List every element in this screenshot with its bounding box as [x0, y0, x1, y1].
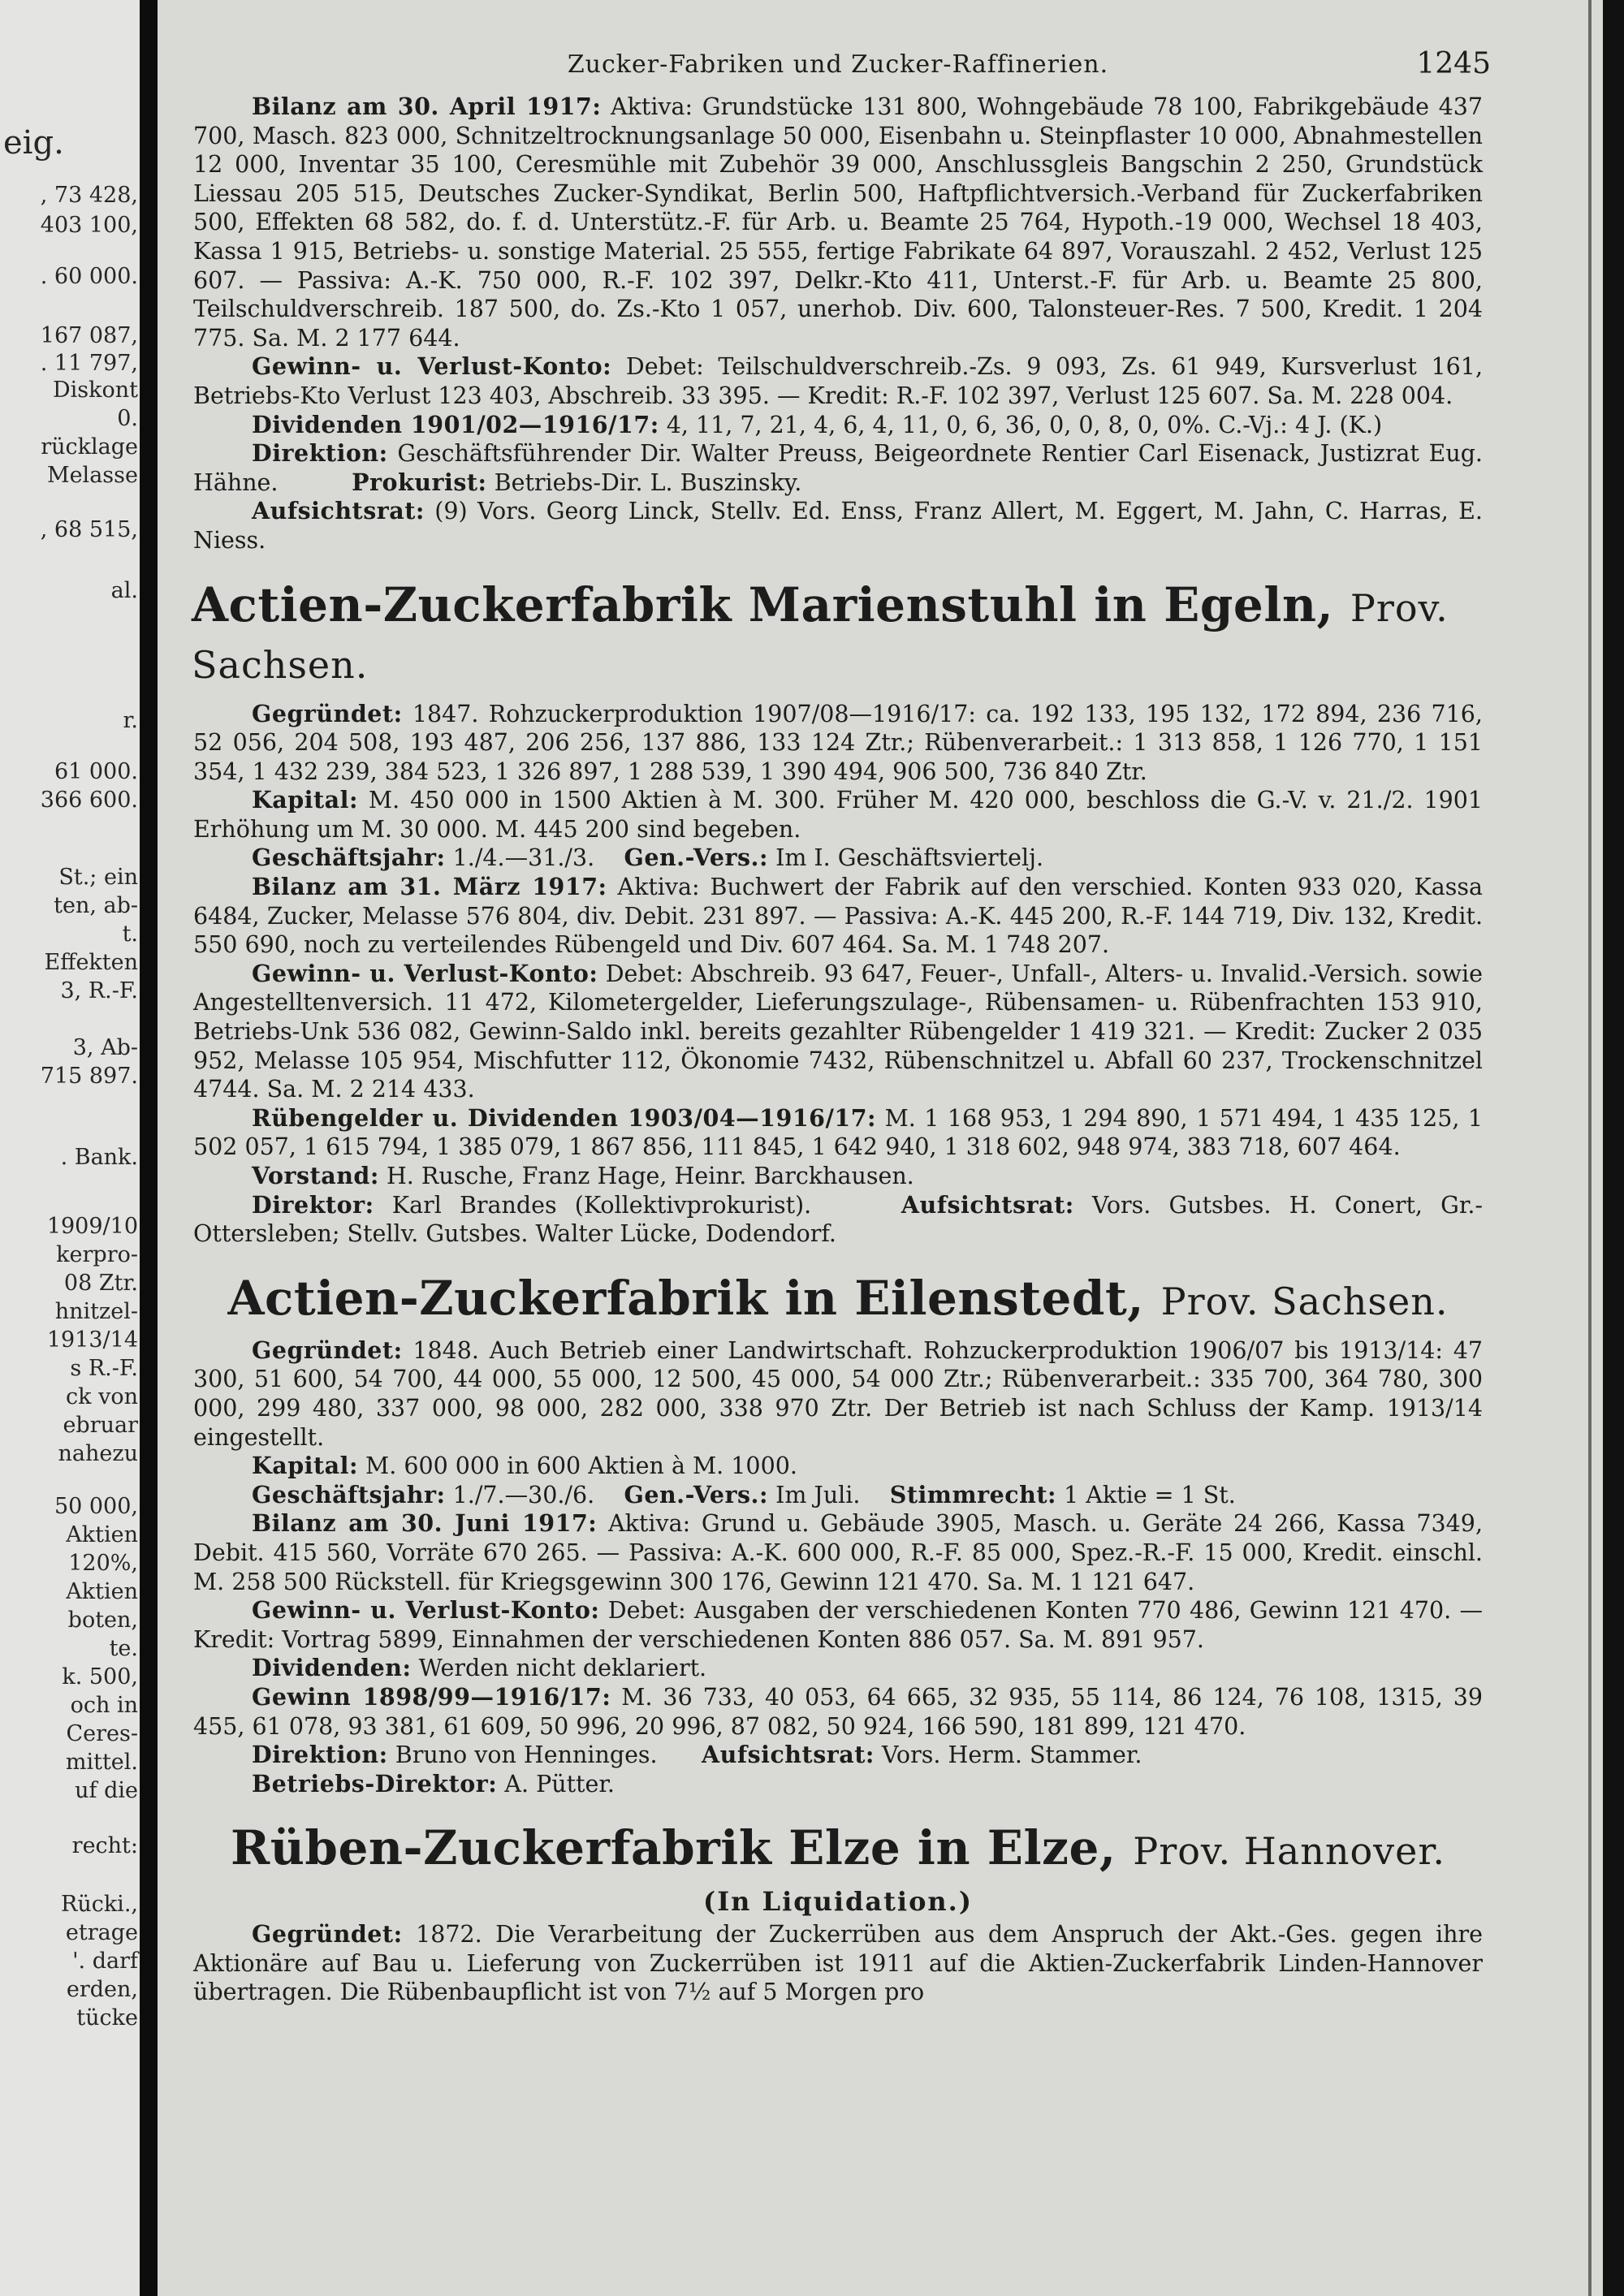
prev-guv [193, 352, 1483, 410]
adjacent-page-text: 715 897. [40, 1064, 138, 1089]
label: Gen.-Vers.: [624, 1480, 768, 1508]
text: Vors. Herm. Stammer. [881, 1741, 1142, 1769]
text: Geschäftsführender Dir. Walter Preuss, Beigeordnete Rentier Carl Eisenack, Justizrat Eug. Hähne. [193, 440, 1483, 496]
text: Aktiva: Grundstücke 131 800, Wohngebäude 78 100, Fabrikgebäude 437 700, Masch. 823 000, Schnitzeltrocknungsanlage 50 000, Eisenbahn u. Steinpflaster 10 000, Abnahmestellen 12 000, Inventar 35 100, Ceresmühle mit Zubehör 39 000, Anschlussgleis Bangschin 2 250, Grundstück Liessau 205 515, Deutsches Zucker-Syndikat, Berlin 500, Haftpflichtversich.-Verband für Zuckerfabriken 500, Effekten 68 582, do. f. d. Unterstütz.-F. für Arb. u. Beamte 25 764, Hypoth.-19 000, Wechsel 18 403, Kassa 1 915, Betriebs- u. sonstige Material. 25 555, fertige Fabrikate 64 897, Vorauszahl. 2 452, Verlust 125 607. — Passiva: A.-K. 750 000, R.-F. 102 397, Delkr.-Kto 411, Unterst.-F. für Arb. u. Beamte 25 800, Teilschuldverschreib. 187 500, do. Zs.-Kto 1 057, unerhob. Div. 600, Talonsteuer-Res. 7 500, Kredit. 1 204 775. Sa. M. 2 177 644. [193, 93, 1484, 352]
egeln-gegruendet [193, 700, 1483, 787]
eilenstedt-betriebsdirektor [193, 1770, 1483, 1799]
company-name: Actien-Zuckerfabrik Marienstuhl in Egeln, [192, 576, 1334, 632]
company-name: Rüben-Zuckerfabrik Elze in Elze, [231, 1820, 1116, 1876]
company-heading-elze [193, 1821, 1483, 1878]
adjacent-page-text: ebruar [63, 1413, 138, 1438]
eilenstedt-dividenden [193, 1654, 1483, 1683]
egeln-geschaeftsjahr [193, 844, 1483, 873]
adjacent-page-text: 3, Ab- [72, 1035, 138, 1060]
text: 1848. Auch Betrieb einer Landwirtschaft. Rohzuckerproduktion 1906/07 bis 1913/14: 47 300, 51 600, 54 700, 44 000, 55 000, 12 500, 45 000, 54 000 Ztr.; Rübenverarbeit.: 335 700, 364 780, 300 000, 299 480, 337 000, 98 000, 282 000, 338 970 Ztr. Der Betrieb ist nach Schluss der Kamp. 1913/14 eingestellt. [193, 1336, 1483, 1451]
eilenstedt-geschaeftsjahr [193, 1481, 1483, 1510]
egeln-bilanz [193, 873, 1483, 960]
text: Werden nicht deklariert. [418, 1655, 707, 1682]
company-province: Prov. Sachsen. [192, 585, 1449, 687]
eilenstedt-direktion [193, 1741, 1483, 1770]
text: H. Rusche, Franz Hage, Heinr. Barckhausen. [386, 1163, 914, 1189]
adjacent-page-text: 1909/10 [46, 1214, 138, 1239]
elze-gegruendet [193, 1920, 1483, 2007]
adjacent-page-text: Melasse [46, 463, 138, 488]
adjacent-page-text: ten, ab- [54, 893, 138, 918]
adjacent-page-text: Effekten [44, 950, 138, 975]
adjacent-page-text: . Bank. [60, 1145, 138, 1170]
eilenstedt-gegruendet [193, 1336, 1483, 1452]
text: Aktiva: Grund u. Gebäude 3905, Masch. u. Geräte 24 266, Kassa 7349, Debit. 415 560, Vorräte 670 265. — Passiva: A.-K. 600 000, R.-F. 85 000, Spez.-R.-F. 15 000, Kredit. einschl. M. 258 500 Rückstell. für Kriegsgewinn 300 176, Gewinn 121 470. Sa. M. 1 121 647. [193, 1510, 1483, 1595]
company-heading-egeln [192, 578, 1483, 692]
adjacent-page-text: erden, [66, 1977, 138, 2002]
label: Direktor: [252, 1190, 374, 1219]
adjacent-page-text: och in [70, 1693, 138, 1718]
text: Karl Brandes (Kollektivprokurist). [391, 1191, 812, 1219]
adjacent-page-text: rücklage [41, 434, 138, 460]
adjacent-page-text: 403 100, [40, 213, 138, 238]
adjacent-page-text: 08 Ztr. [63, 1271, 138, 1296]
label: Aufsichtsrat: [701, 1741, 875, 1769]
text: M. 36 733, 40 053, 64 665, 32 935, 55 114, 86 124, 76 108, 1315, 39 455, 61 078, 93 381, 61 609, 50 996, 20 996, 87 082, 50 924, 166 590, 181 899, 121 470. [193, 1683, 1484, 1740]
adjacent-page-text: recht: [71, 1833, 138, 1858]
adjacent-page-text: hnitzel- [54, 1299, 138, 1324]
page-edge [1603, 0, 1624, 2296]
prev-aufsichtsrat [193, 497, 1483, 555]
label: Gewinn- u. Verlust-Konto: [252, 352, 612, 381]
adjacent-page-text: s R.-F. [70, 1356, 138, 1381]
label: Aufsichtsrat: [901, 1190, 1074, 1219]
egeln-vorstand [193, 1162, 1483, 1191]
adjacent-page-text: k. 500, [62, 1664, 138, 1690]
adjacent-page-text: . 11 797, [40, 351, 138, 376]
label: Prokurist: [352, 468, 487, 496]
label: Bilanz am 30. Juni 1917: [252, 1509, 598, 1538]
company-province: Prov. Hannover. [1133, 1829, 1445, 1874]
company-name: Actien-Zuckerfabrik in Eilenstedt, [227, 1270, 1144, 1326]
text: Debet: Abschreib. 93 647, Feuer-, Unfall-, Alters- u. Invalid.-Versich. sowie Angestelltenversich. 11 472, Kilometergelder, Lieferungszulage-, Rübensamen- u. Rübenfrachten 153 910, Betriebs-Unk 536 082, Gewinn-Saldo inkl. bereits gezahlter Rübengelder 1 419 321. — Kredit: Zucker 2 035 952, Melasse 105 954, Mischfutter 112, Ökonomie 7432, Rübenschnitzel u. Abfall 60 237, Trockenschnitzel 4744. Sa. M. 2 214 433. [193, 960, 1484, 1103]
text: 1./7.—30./6. [452, 1481, 595, 1508]
adjacent-page-text: 61 000. [54, 759, 138, 784]
eilenstedt-bilanz [193, 1509, 1483, 1596]
text: M. 1 168 953, 1 294 890, 1 571 494, 1 435 125, 1 502 057, 1 615 794, 1 385 079, 1 867 856, 111 845, 1 642 940, 1 318 602, 948 974, 383 718, 607 464. [193, 1104, 1484, 1161]
label: Bilanz am 30. April 1917: [252, 93, 602, 120]
running-head-title: Zucker-Fabriken und Zucker-Raffinerien. [567, 50, 1109, 79]
label: Gewinn 1898/99—1916/17: [252, 1682, 611, 1711]
label: Gegründet: [252, 699, 403, 727]
running-head [193, 47, 1491, 93]
adjacent-page-text: '. darf [72, 1949, 138, 1974]
label: Geschäftsjahr: [252, 1480, 446, 1508]
text: Bruno von Henninges. [395, 1741, 658, 1769]
adjacent-page-text: nahezu [58, 1441, 138, 1466]
adjacent-page-text: eig. [3, 124, 64, 162]
egeln-direktor [193, 1191, 1483, 1249]
text: Im Juli. [775, 1481, 861, 1508]
label: Kapital: [252, 786, 358, 814]
page-edge-shadow [1588, 0, 1592, 2296]
text: 1 Aktie = 1 St. [1064, 1481, 1236, 1508]
adjacent-page-text: 0. [117, 406, 138, 431]
text: Vors. Gutsbes. H. Conert, Gr.-Ottersleben; Stellv. Gutsbes. Walter Lücke, Dodendorf. [193, 1191, 1484, 1248]
adjacent-page-text: etrage [65, 1920, 138, 1945]
page-number: 1245 [1416, 47, 1491, 80]
label: Dividenden: [252, 1654, 412, 1682]
label: Direktion: [252, 1741, 388, 1769]
liquidation-note: (In Liquidation.) [703, 1886, 973, 1918]
egeln-kapital [193, 786, 1483, 844]
adjacent-page-text: Aktien [66, 1579, 138, 1604]
adjacent-page-text: 1913/14 [46, 1327, 138, 1353]
text: Debet: Ausgaben der verschiedenen Konten 770 486, Gewinn 121 470. — Kredit: Vortrag 5899, Einnahmen der verschiedenen Konten 886 057. Sa. M. 891 957. [193, 1597, 1484, 1653]
adjacent-page-text: St.; ein [58, 865, 138, 890]
label: Gegründet: [252, 1336, 403, 1364]
adjacent-page-text: kerpro- [56, 1242, 138, 1267]
eilenstedt-gewinn [193, 1683, 1483, 1741]
adjacent-page-text: r. [123, 708, 138, 733]
label: Gewinn- u. Verlust-Konto: [252, 959, 598, 987]
text: 4, 11, 7, 21, 4, 6, 4, 11, 0, 6, 36, 0, 0, 8, 0, 0%. C.-Vj.: 4 J. (K.) [666, 411, 1383, 438]
label: Aufsichtsrat: [252, 497, 425, 525]
adjacent-page-text: . 60 000. [40, 264, 138, 289]
label: Gewinn- u. Verlust-Konto: [252, 1596, 600, 1625]
prev-bilanz [193, 93, 1483, 352]
adjacent-page-text: tücke [76, 2005, 138, 2031]
adjacent-page-text: Ceres- [66, 1721, 138, 1746]
book-page [192, 47, 1491, 2007]
text: 1./4.—31./3. [452, 844, 595, 872]
adjacent-page-text: uf die [75, 1778, 138, 1803]
egeln-guv [193, 960, 1483, 1104]
adjacent-page-text: Rücki., [60, 1892, 138, 1917]
company-province: Prov. Sachsen. [1160, 1279, 1449, 1323]
text: Debet: Teilschuldverschreib.-Zs. 9 093, Zs. 61 949, Kursverlust 161, Betriebs-Kto Verlust 123 403, Abschreib. 33 395. — Kredit: R.-F. 102 397, Verlust 125 607. Sa. M. 228 004. [193, 353, 1483, 409]
egeln-ruebengelder [193, 1104, 1483, 1162]
prev-dividenden [193, 411, 1483, 440]
label: Direktion: [252, 439, 388, 468]
text: M. 450 000 in 1500 Aktien à M. 300. Früher M. 420 000, beschloss die G.-V. v. 21./2. 1901 Erhöhung um M. 30 000. M. 445 200 sind begeben. [193, 787, 1483, 843]
label: Bilanz am 31. März 1917: [252, 873, 607, 901]
adjacent-page-fragment [0, 0, 140, 2296]
adjacent-page-text: mittel. [65, 1750, 138, 1775]
company-heading-eilenstedt [193, 1271, 1483, 1328]
prev-direktion [193, 439, 1483, 497]
adjacent-page-text: al. [110, 578, 138, 603]
label: Gegründet: [252, 1920, 403, 1949]
text: 1872. Die Verarbeitung der Zuckerrüben aus dem Anspruch der Akt.-Ges. gegen ihre Aktionäre auf Bau u. Lieferung von Zuckerrüben ist 1911 auf die Aktien-Zuckerfabrik Linden-Hannover übertragen. Die Rübenbaupflicht ist von 7½ auf 5 Morgen pro [193, 1921, 1483, 2006]
adjacent-page-text: , 68 515, [40, 517, 138, 542]
text: 1847. Rohzuckerproduktion 1907/08—1916/17: ca. 192 133, 195 132, 172 894, 236 716, 52 056, 204 508, 193 487, 206 256, 137 886, 133 124 Ztr.; Rübenverarbeit.: 1 313 858, 1 126 770, 1 151 354, 1 432 239, 384 523, 1 326 897, 1 288 539, 1 390 494, 906 500, 736 840 Ztr. [193, 700, 1483, 785]
adjacent-page-text: 3, R.-F. [60, 978, 138, 1003]
adjacent-page-text: , 73 428, [40, 183, 138, 208]
label: Dividenden 1901/02—1916/17: [252, 410, 659, 438]
adjacent-page-text: 50 000, [54, 1494, 138, 1519]
adjacent-page-text: Diskont [53, 378, 138, 403]
text: (9) Vors. Georg Linck, Stellv. Ed. Enss, Franz Allert, M. Eggert, M. Jahn, C. Harras, E. Niess. [193, 498, 1483, 554]
text: Betriebs-Dir. L. Buszinsky. [494, 468, 802, 496]
label: Betriebs-Direktor: [252, 1769, 498, 1798]
text: M. 600 000 in 600 Aktien à M. 1000. [365, 1452, 797, 1480]
label: Stimmrecht: [889, 1480, 1057, 1508]
label: Rübengelder u. Dividenden 1903/04—1916/17: [252, 1103, 877, 1132]
adjacent-page-text: Aktien [66, 1522, 138, 1547]
text: Im I. Geschäftsviertelj. [775, 844, 1044, 872]
eilenstedt-guv [193, 1596, 1483, 1654]
text: Aktiva: Buchwert der Fabrik auf den verschied. Konten 933 020, Kassa 6484, Zucker, Melasse 576 804, div. Debit. 231 897. — Passiva: A.-K. 445 200, R.-F. 144 719, Div. 132, Kredit. 550 690, noch zu verteilendes Rübengeld und Div. 607 464. Sa. M. 1 748 207. [193, 874, 1483, 959]
label: Kapital: [252, 1452, 358, 1480]
label: Geschäftsjahr: [252, 844, 446, 872]
adjacent-page-text: te. [109, 1636, 138, 1661]
eilenstedt-kapital [193, 1452, 1483, 1481]
adjacent-page-text: 366 600. [40, 788, 138, 813]
book-gutter [140, 0, 158, 2296]
label: Vorstand: [252, 1162, 379, 1189]
adjacent-page-text: ck von [66, 1384, 138, 1409]
adjacent-page-text: 120%, [68, 1551, 138, 1576]
label: Gen.-Vers.: [624, 844, 768, 872]
adjacent-page-text: t. [122, 921, 138, 947]
text: A. Pütter. [504, 1770, 615, 1798]
adjacent-page-text: 167 087, [40, 323, 138, 348]
adjacent-page-text: boten, [67, 1608, 138, 1633]
